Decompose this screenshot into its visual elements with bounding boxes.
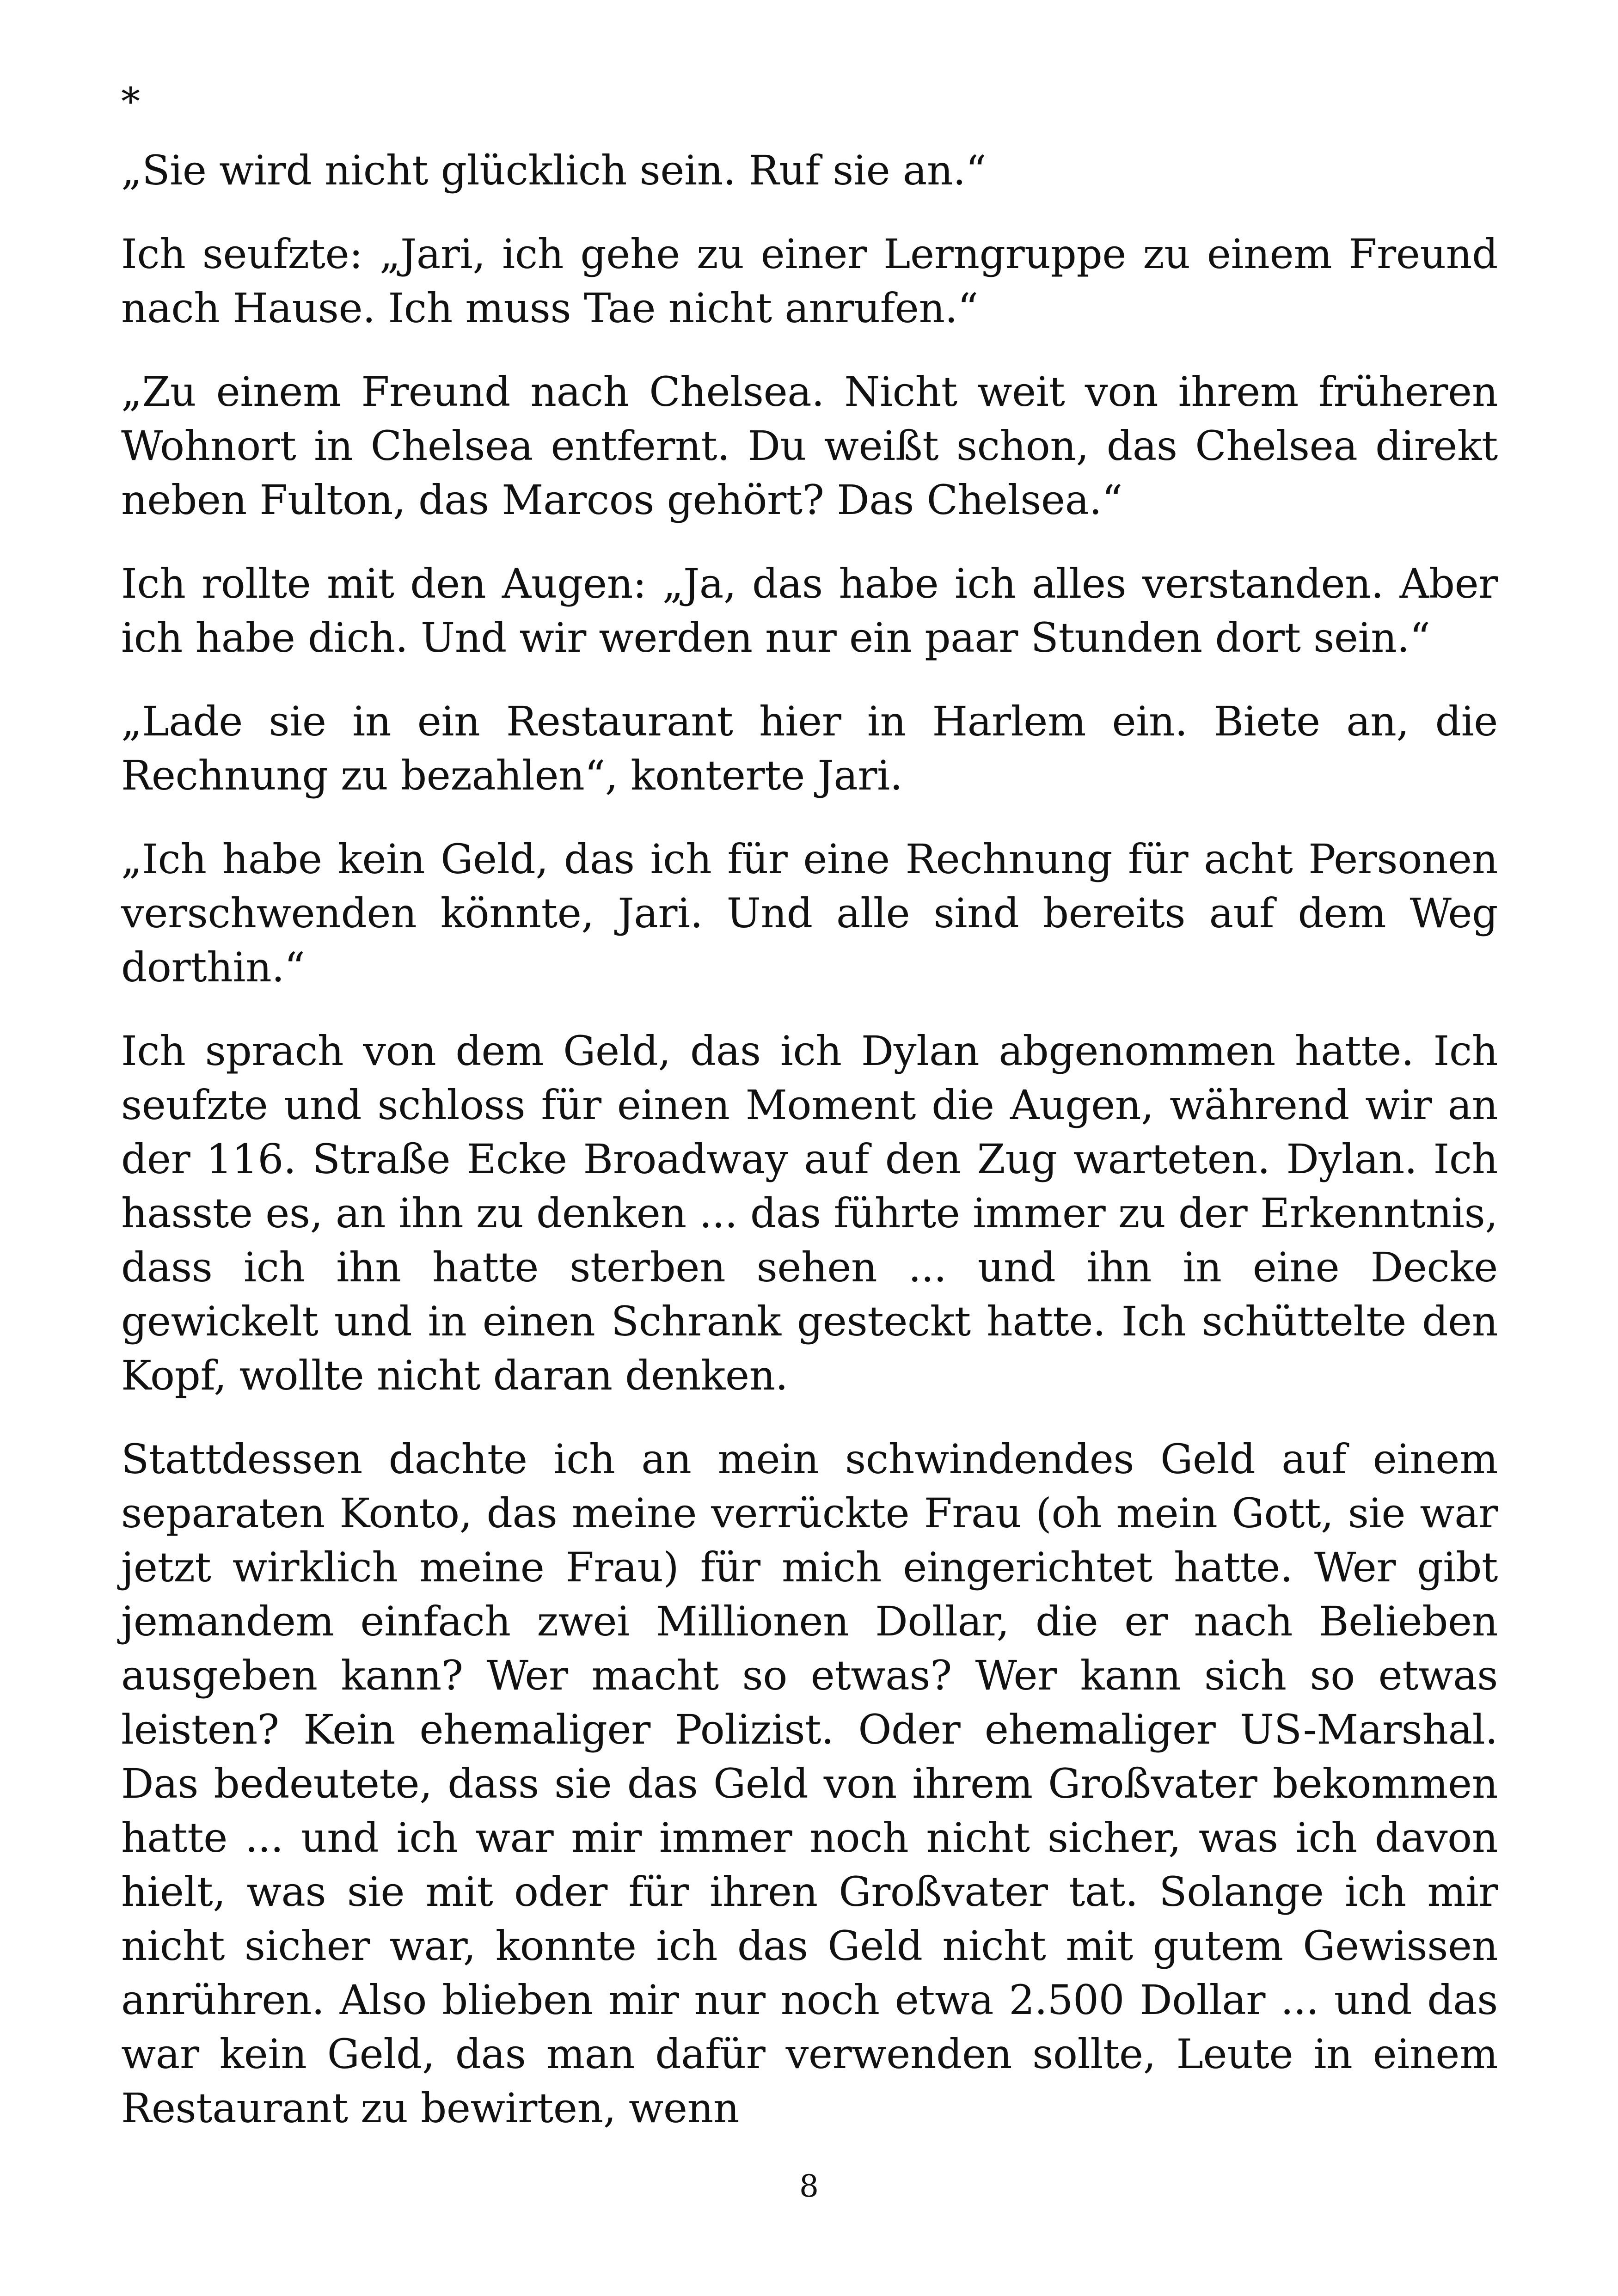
- scene-break-asterisk: *: [121, 80, 140, 124]
- page-body: [121, 80, 1498, 2135]
- paragraph-5: „Lade sie in ein Restaurant hier in Harlem ein. Biete an, die Rechnung zu bezahlen“, konterte Jari.: [121, 698, 1498, 799]
- paragraph-4: Ich rollte mit den Augen: „Ja, das habe ich alles verstanden. Aber ich habe dich. Und wir werden nur ein paar Stunden dort sein.“: [121, 560, 1498, 661]
- paragraph-3: „Zu einem Freund nach Chelsea. Nicht weit von ihrem früheren Wohnort in Chelsea entfernt. Du weißt schon, das Chelsea direkt neben Fulton, das Marcos gehört? Das Chelsea.“: [121, 368, 1498, 524]
- paragraph-6: „Ich habe kein Geld, das ich für eine Rechnung für acht Personen verschwenden könnte, Jari. Und alle sind bereits auf dem Weg dorthin.“: [121, 835, 1498, 991]
- paragraph-2: Ich seufzte: „Jari, ich gehe zu einer Lerngruppe zu einem Freund nach Hause. Ich muss Tae nicht anrufen.“: [121, 230, 1498, 332]
- page-number: 8: [799, 2168, 819, 2204]
- paragraph-8: Stattdessen dachte ich an mein schwindendes Geld auf einem separaten Konto, das meine verrückte Frau (oh mein Gott, sie war jetzt wirklich meine Frau) für mich eingerichtet hatte. Wer gibt jemandem einfach zwei Millionen Dollar, die er nach Belieben ausgeben kann? Wer macht so etwas? Wer kann sich so etwas leisten? Kein ehemaliger Polizist. Oder ehemaliger US-Marshal. Das bedeutete, dass sie das Geld von ihrem Großvater bekommen hatte ... und ich war mir immer noch nicht sicher, was ich davon hielt, was sie mit oder für ihren Großvater tat. Solange ich mir nicht sicher war, konnte ich das Geld nicht mit gutem Gewissen anrühren. Also blieben mir nur noch etwa 2.500 Dollar ... und das war kein Geld, das man dafür verwenden sollte, Leute in einem Restaurant zu bewirten, wenn: [121, 1435, 1498, 2132]
- paragraph-1: „Sie wird nicht glücklich sein. Ruf sie an.“: [121, 147, 987, 194]
- paragraph-7: Ich sprach von dem Geld, das ich Dylan abgenommen hatte. Ich seufzte und schloss für einen Moment die Augen, während wir an der 116. Straße Ecke Broadway auf den Zug warteten. Dylan. Ich hasste es, an ihn zu denken ... das führte immer zu der Erkenntnis, dass ich ihn hatte sterben sehen ... und ihn in eine Decke gewickelt und in einen Schrank gesteckt hatte. Ich schüttelte den Kopf, wollte nicht daran denken.: [121, 1027, 1498, 1399]
